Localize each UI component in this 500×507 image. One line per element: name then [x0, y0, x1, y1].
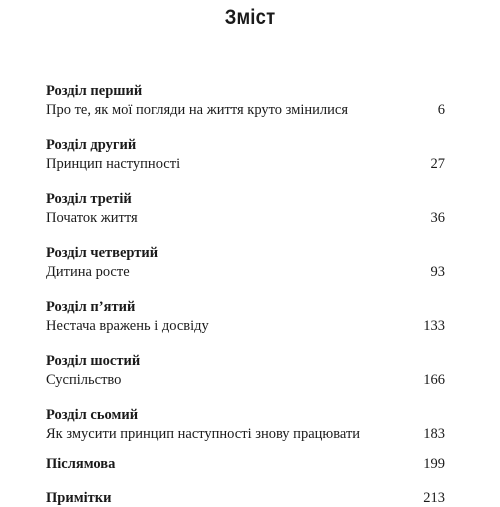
page-number: 199 [423, 456, 445, 472]
toc-section-6 [46, 351, 445, 389]
section-heading: Розділ другий [46, 137, 137, 153]
entry-title: Про те, як мої погляди на життя круто змінилися [46, 102, 349, 118]
entry-title: Як змусити принцип наступності знову працювати [46, 426, 361, 442]
entry-title: Принцип наступності [46, 156, 181, 172]
page-number: 166 [423, 372, 445, 388]
page-title: Зміст [224, 6, 276, 29]
toc-section-2 [46, 135, 445, 173]
page-number: 93 [430, 264, 445, 280]
section-heading: Розділ третій [46, 191, 132, 207]
toc-section-5 [46, 297, 445, 335]
entry-title: Суспільство [46, 372, 122, 388]
entry-title: Післямова [46, 456, 116, 472]
page-number: 133 [423, 318, 445, 334]
page-number: 6 [437, 102, 445, 118]
entry-title: Нестача вражень і досвіду [46, 318, 209, 334]
page-number: 183 [423, 426, 445, 442]
section-heading: Розділ перший [46, 83, 143, 99]
table-of-contents [46, 81, 445, 507]
toc-section-4 [46, 243, 445, 281]
toc-entry[interactable] [46, 101, 445, 119]
section-heading: Розділ сьомий [46, 407, 139, 423]
toc-entry[interactable] [46, 371, 445, 389]
page-number: 27 [430, 156, 445, 172]
toc-section-3 [46, 189, 445, 227]
toc-entry[interactable] [46, 425, 445, 443]
toc-entry[interactable] [46, 155, 445, 173]
toc-section-7 [46, 405, 445, 443]
page-number: 213 [423, 490, 445, 506]
toc-entry[interactable] [46, 209, 445, 227]
entry-title: Примітки [46, 490, 112, 506]
toc-entry-afterword[interactable] [46, 455, 445, 473]
section-heading: Розділ шостий [46, 353, 141, 369]
toc-section-1 [46, 81, 445, 119]
section-heading: Розділ четвертий [46, 245, 159, 261]
entry-title: Початок життя [46, 210, 138, 226]
entry-title: Дитина росте [46, 264, 130, 280]
toc-entry-notes[interactable] [46, 489, 445, 507]
toc-entry[interactable] [46, 317, 445, 335]
section-heading: Розділ п’ятий [46, 299, 136, 315]
page-number: 36 [430, 210, 445, 226]
toc-entry[interactable] [46, 263, 445, 281]
